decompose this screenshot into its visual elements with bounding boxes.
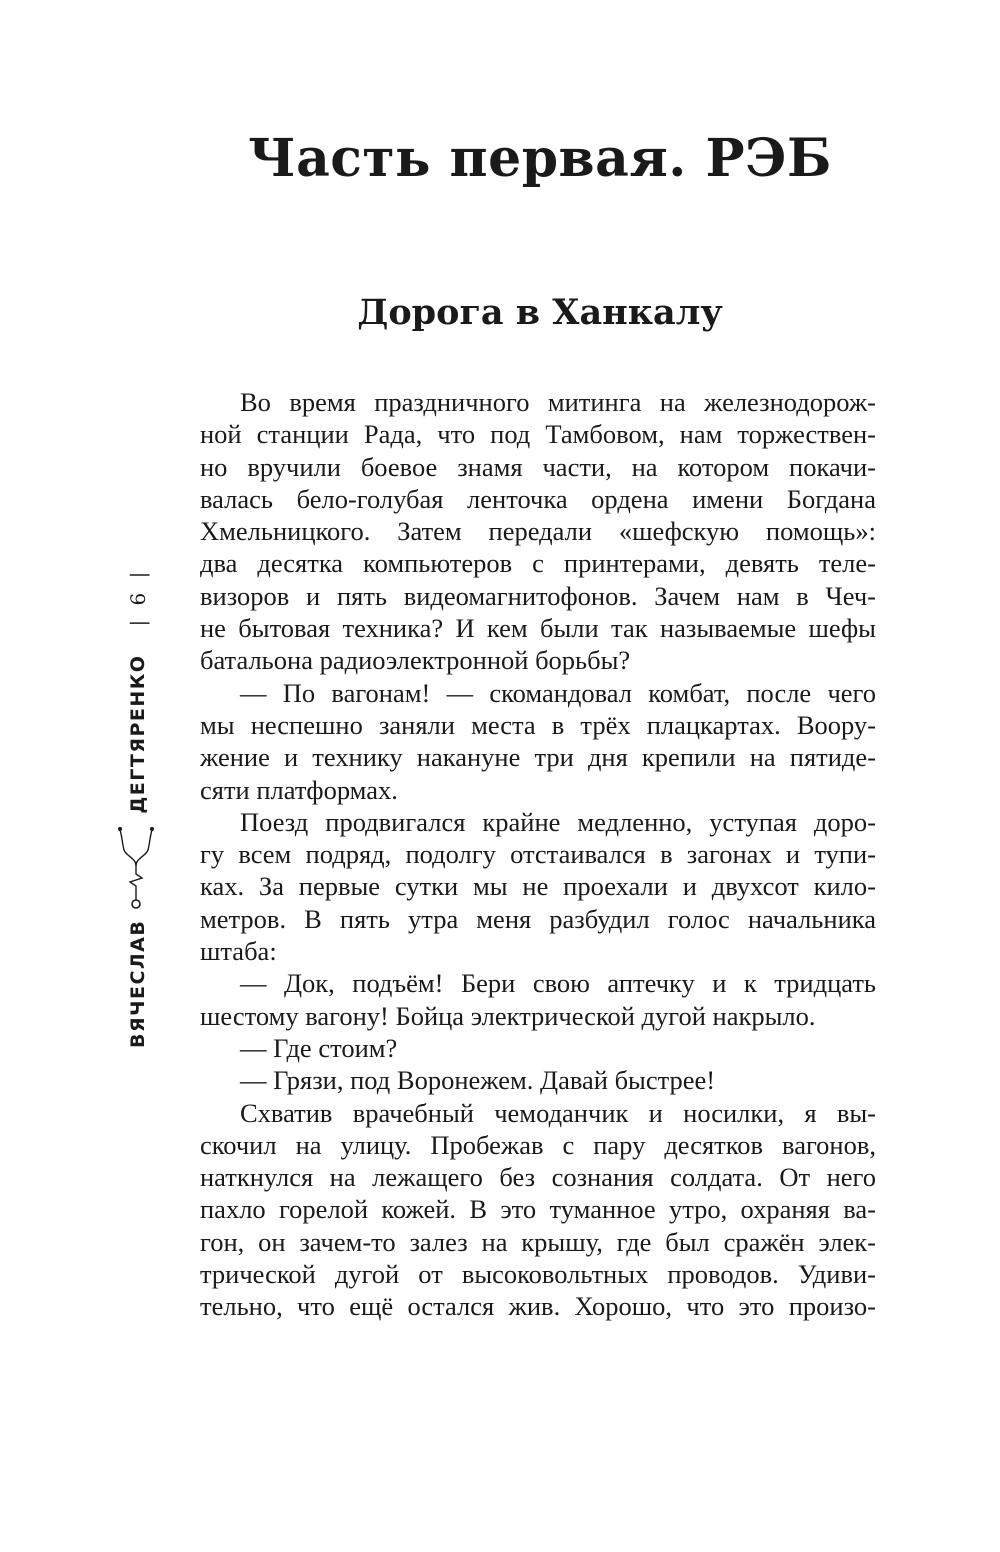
text-line: жение и технику накануне три дня крепили на пятиде- [200, 742, 876, 773]
page-number: | 6 | [126, 567, 150, 627]
text-line: батальона радиоэлектронной борьбы? [200, 645, 631, 676]
text-line: визоров и пять видеомагнитофонов. Зачем нам в Чеч- [200, 580, 876, 611]
text-line: — Где стоим? [240, 1032, 398, 1063]
text-line: — По вагонам! — скомандовал комбат, после чего [240, 677, 876, 708]
text-line: валась бело-голубая ленточка ордена имени Богдана [200, 483, 876, 514]
text-line: но вручили боевое знамя части, на котором покачи- [200, 451, 876, 482]
text-line: штаба: [200, 936, 277, 967]
author-last-name: ДЕГТЯРЕНКО [127, 654, 149, 814]
text-line: не бытовая техника? И кем были так называемые шефы [200, 613, 876, 644]
part-title: Часть первая. РЭБ [248, 128, 832, 189]
stethoscope-icon [116, 824, 161, 910]
text-line: скочил на улицу. Пробежав с пару десятков вагонов, [200, 1129, 876, 1160]
text-line: — Док, подъём! Бери свою аптечку и к тридцать [240, 968, 876, 999]
body-text [200, 386, 876, 1323]
text-line: Во время праздничного митинга на железнодорож- [240, 387, 876, 417]
text-line: тельно, что ещё остался жив. Хорошо, что это произо- [200, 1291, 876, 1322]
author-first-name: ВЯЧЕСЛАВ [127, 919, 149, 1048]
running-head [112, 548, 164, 1048]
text-line: Поезд продвигался крайне медленно, уступая доро- [240, 806, 876, 837]
text-line: наткнулся на лежащего без сознания солдата. От него [200, 1162, 876, 1193]
text-line: гу всем подряд, подолгу отстаивался в загонах и тупи- [200, 839, 876, 870]
text-line: сяти платформах. [200, 774, 398, 805]
text-line: — Грязи, под Воронежем. Давай быстрее! [240, 1065, 716, 1096]
text-line: трической дугой от высоковольтных проводов. Удиви- [200, 1259, 876, 1290]
chapter-title: Дорога в Ханкалу [357, 292, 723, 333]
text-line: пахло горелой кожей. В это туманное утро, охраняя ва- [200, 1194, 876, 1225]
text-line: мы неспешно заняли места в трёх плацкартах. Воору- [200, 709, 876, 740]
text-line: гон, он зачем-то залез на крышу, где был сражён элек- [200, 1226, 876, 1257]
text-line: Хмельницкого. Затем передали «шефскую помощь»: [200, 516, 876, 547]
running-head-rotated [112, 548, 164, 1048]
text-line: метров. В пять утра меня разбудил голос начальника [200, 903, 876, 934]
text-line: шестому вагону! Бойца электрической дугой накрыло. [200, 1000, 816, 1031]
text-line: два десятка компьютеров с принтерами, девять теле- [200, 548, 876, 579]
text-line: ках. За первые сутки мы не проехали и двухсот кило- [200, 871, 876, 902]
text-line: Схватив врачебный чемоданчик и носилки, я вы- [240, 1097, 876, 1128]
text-line: ной станции Рада, что под Тамбовом, нам торжествен- [200, 419, 876, 450]
